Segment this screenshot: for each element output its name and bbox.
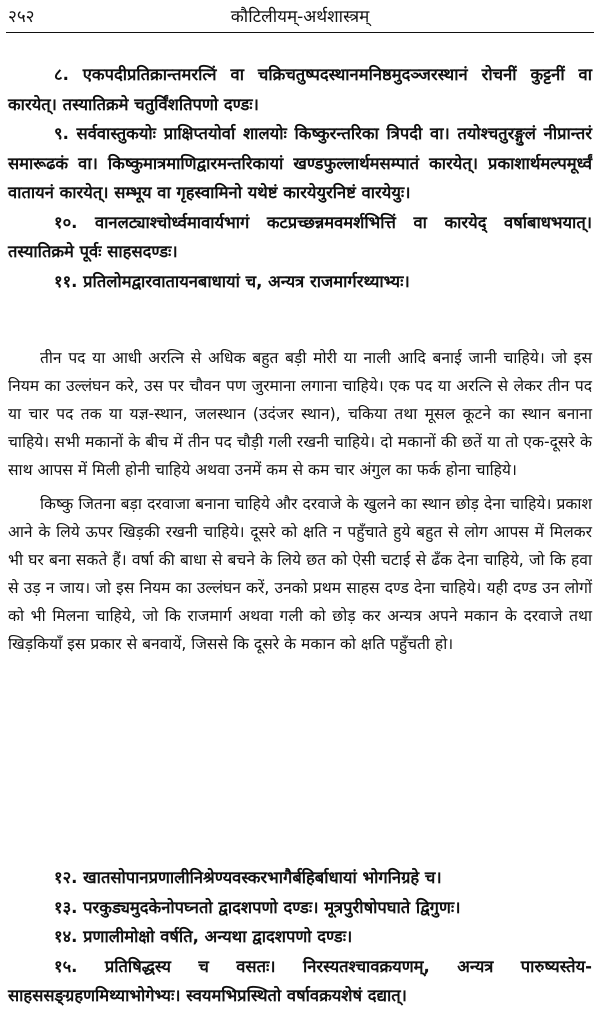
sutra-12: १२. खातसोपानप्रणालीनिश्रेण्यवस्करभागैर्बहिर्बाधायां भोगनिग्रहे च।	[54, 868, 442, 887]
sutra-10: १०. वानलट्याश्चोर्ध्वमावार्यभागं कटप्रच्छन्नमवमर्शभित्तिं वा कारयेद् वर्षाबाधभयात्। तस्यातिक्रमे पूर्वः साहसदण्डः।	[8, 212, 592, 261]
sutra-9: ९. सर्ववास्तुकयोः प्राक्षिप्तयोर्वा शालयोः किष्कुरन्तरिका त्रिपदी वा। तयोश्चतुरङ्गुलं नीप्रान्तरं समारूढकं वा। किष्कुमात्रमाणिद्वारमन्तरिकायां खण्डफुल्लार्थमसम्पातं कारयेत्। प्रकाशार्थमल्पमूर्ध्वं वातायनं कारयेत्। सम्भूय वा गृहस्वामिनो यथेष्टं कारयेयुरनिष्टं वारयेयुः।	[8, 124, 592, 202]
header-rule	[6, 32, 594, 33]
sutra-8: ८. एकपदीप्रतिक्रान्तमरत्निं वा चक्रिचतुष्पदस्थानमनिष्ठमुदञ्जरस्थानं रोचनीं कुट्टनीं वा कारयेत्। तस्यातिक्रमे चतुर्विंशतिपणो दण्डः।	[8, 65, 592, 114]
sutra-14: १४. प्रणालीमोक्षो वर्षति, अन्यथा द्वादशपणो दण्डः।	[54, 927, 353, 946]
running-head: कौटिलीयम्-अर्थशास्त्रम्	[230, 7, 370, 27]
sutra-block-bottom	[8, 863, 592, 1011]
translation-paragraph-1: तीन पद या आधी अरत्नि से अधिक बहुत बड़ी मोरी या नाली आदि बनाई जानी चाहिये। जो इस नियम का उल्लंघन करे, उस पर चौवन पण जुरमाना लगाना चाहिये। एक पद या अरत्नि से लेकर तीन पद या चार पद तक या यज्ञ-स्थान, जलस्थान (उदंजर स्थान), चकिया तथा मूसल कूटने का स्थान बनाना चाहिये। सभी मकानों के बीच में तीन पद चौड़ी गली रखनी चाहिये। दो मकानों की छतें या तो एक-दूसरे के साथ आपस में मिली होनी चाहिये अथवा उनमें कम से कम चार अंगुल का फर्क होना चाहिये।	[8, 349, 592, 479]
sutra-block-top	[8, 60, 592, 296]
sutra-13: १३. परकुड्यमुदकेनोपघ्नतो द्वादशपणो दण्डः। मूत्रपुरीषोपघाते द्विगुणः।	[54, 897, 461, 917]
hindi-translation	[8, 344, 592, 658]
translation-paragraph-2: किष्कु जितना बड़ा दरवाजा बनाना चाहिये और दरवाजे के खुलने का स्थान छोड़ देना चाहिये। प्रकाश आने के लिये ऊपर खिड़की रखनी चाहिये। दूसरे को क्षति न पहुँचाते हुये बहुत से लोग आपस में मिलकर भी घर बना सकते हैं। वर्षा की बाधा से बचने के लिये छत को ऐसी चटाई से ढँक देना चाहिये, जो कि हवा से उड़ न जाय। जो इस नियम का उल्लंघन करें, उनको प्रथम साहस दण्ड देना चाहिये। यही दण्ड उन लोगों को भी मिलना चाहिये, जो कि राजमार्ग अथवा गली को छोड़ कर अन्यत्र अपने मकान के दरवाजे तथा खिड़कियाँ इस प्रकार से बनवायें, जिससे कि दूसरे के मकान को क्षति पहुँचती हो।	[8, 495, 592, 653]
sutra-11: ११. प्रतिलोमद्वारवातायनबाधायां च, अन्यत्र राजमार्गरथ्याभ्यः।	[54, 271, 410, 291]
page-number: २५२	[8, 7, 35, 27]
sutra-15: १५. प्रतिषिद्धस्य च वसतः। निरस्यतश्चावक्रयणम्, अन्यत्र पारुष्यस्तेय-साहससङ्ग्रहणमिथ्याभोगेभ्यः। स्वयमभिप्रस्थितो वर्षावक्रयशेषं दद्यात्।	[8, 956, 592, 1005]
